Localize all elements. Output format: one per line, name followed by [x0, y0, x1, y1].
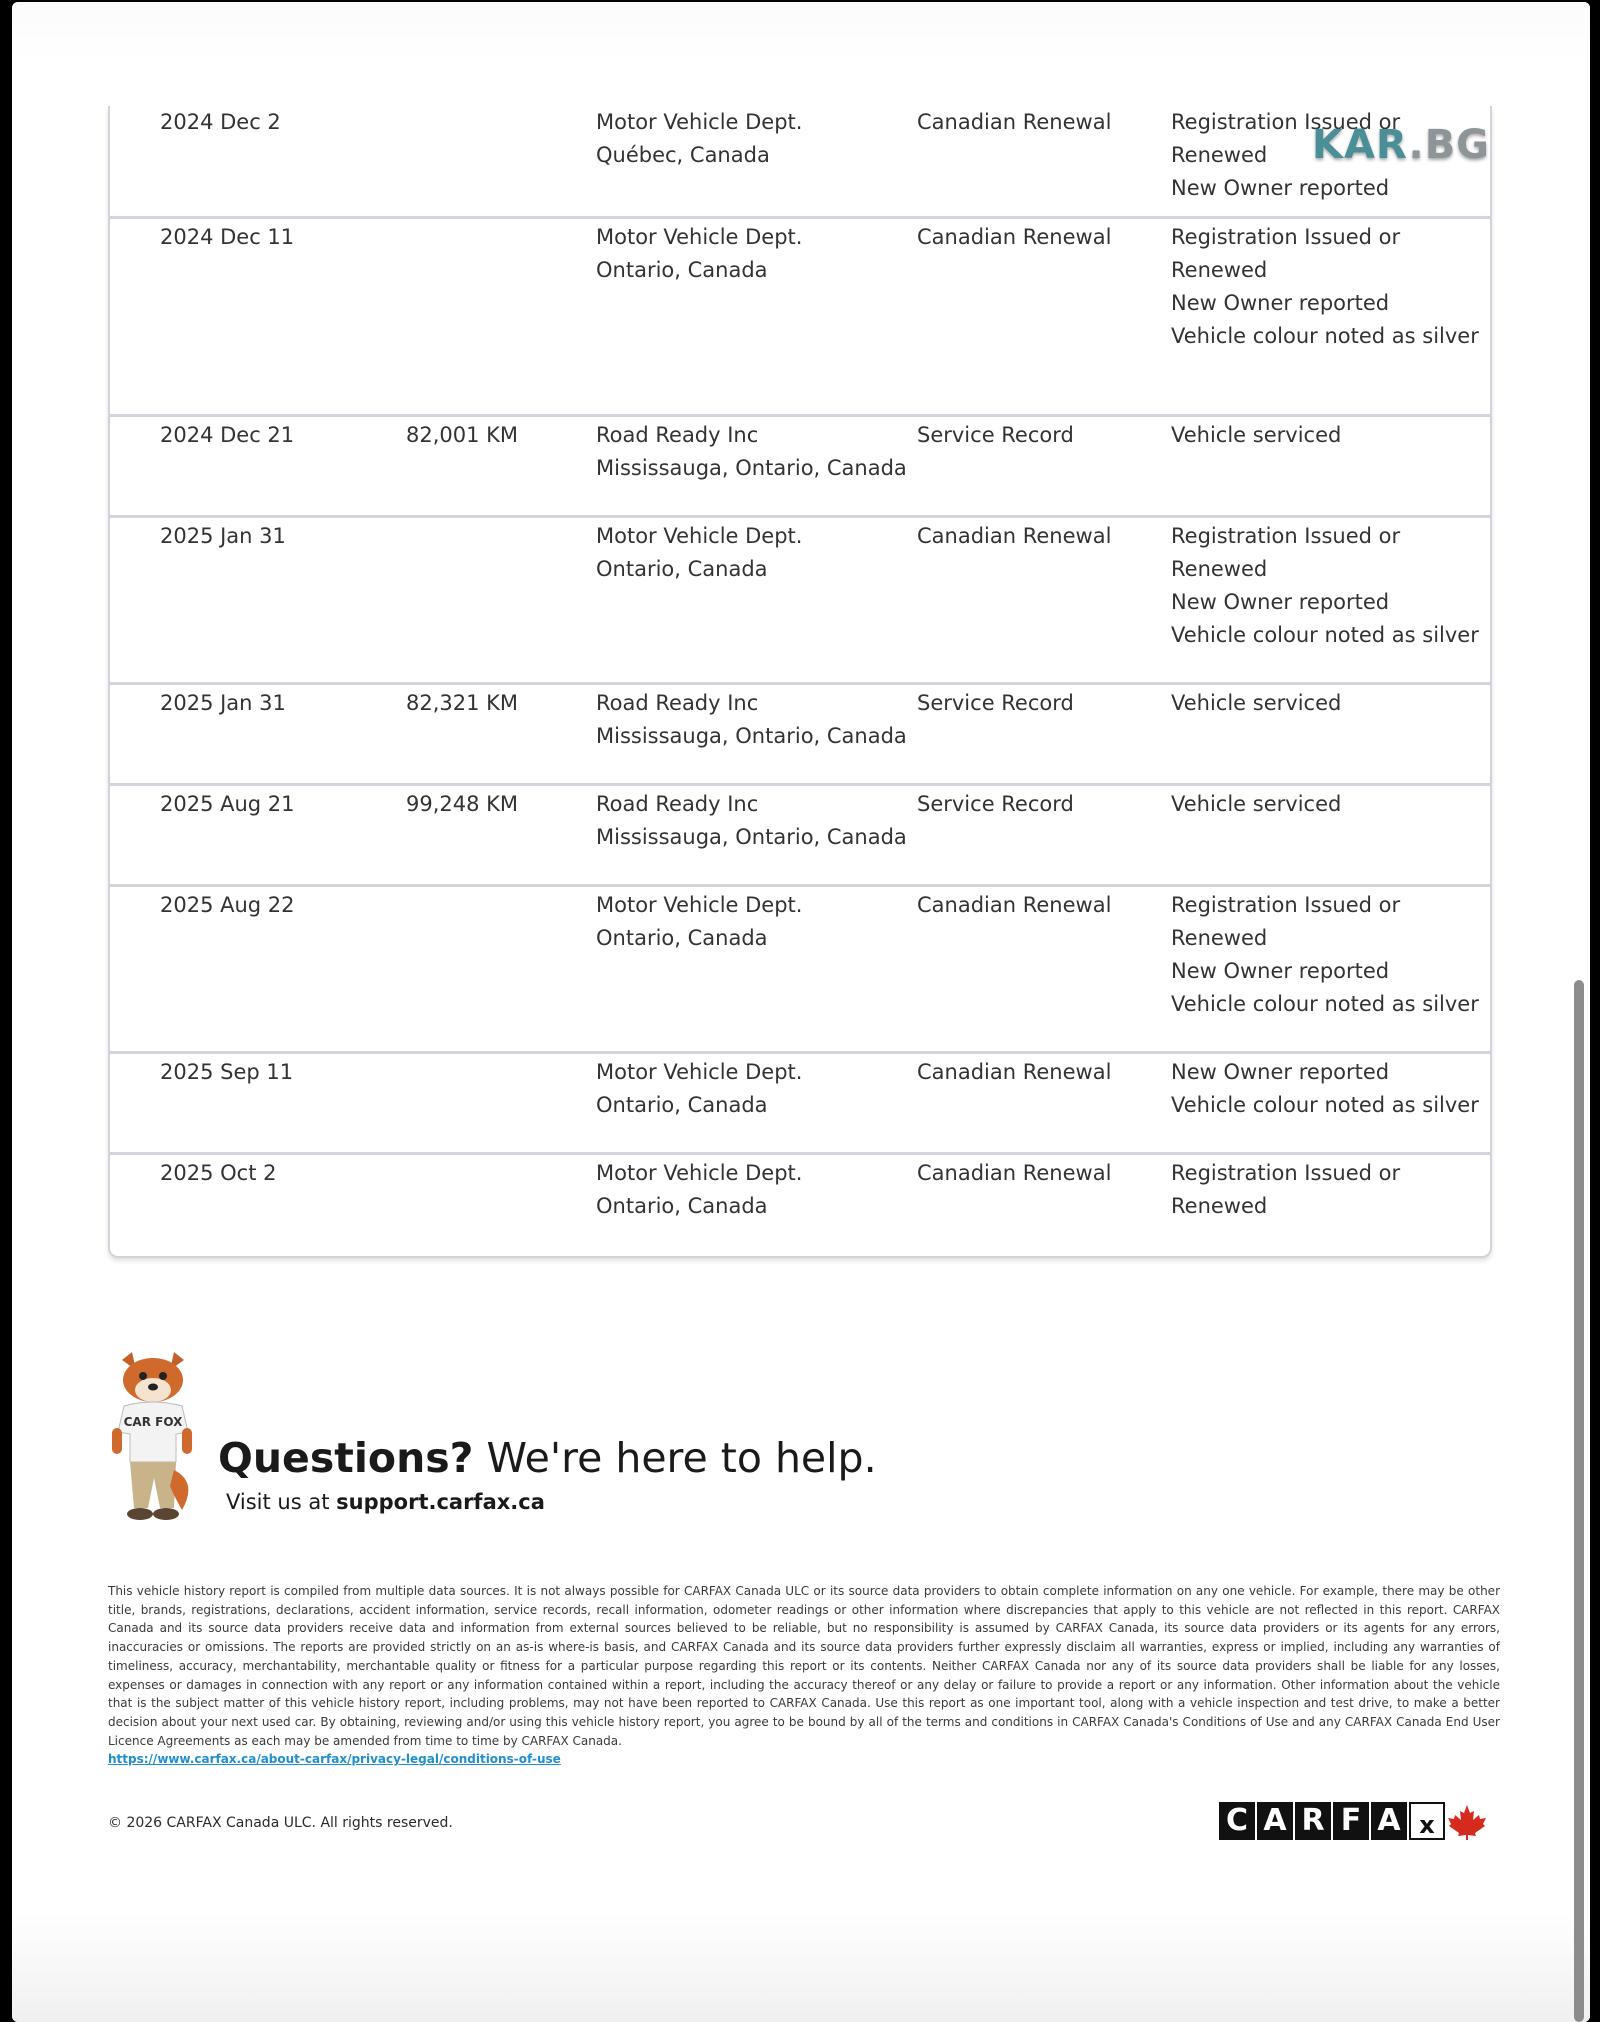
details-cell-line: Vehicle serviced	[1171, 691, 1342, 715]
details-cell	[1171, 419, 1341, 452]
details-cell-line: Renewed	[1171, 926, 1268, 950]
record-type-cell-line: Service Record	[917, 691, 1074, 715]
details-cell-line: Vehicle colour noted as silver	[1171, 324, 1479, 348]
date-cell	[160, 889, 295, 922]
date-cell-line: 2024 Dec 11	[160, 225, 295, 249]
watermark	[1312, 122, 1490, 168]
details-cell-line: Vehicle serviced	[1171, 792, 1342, 816]
details-cell-line: Registration Issued or	[1171, 893, 1401, 917]
date-cell-line: 2024 Dec 21	[160, 423, 295, 447]
source-cell-line: Motor Vehicle Dept.	[596, 110, 803, 134]
help-title-rest: We're here to help.	[473, 1434, 877, 1482]
source-cell-line: Québec, Canada	[596, 143, 770, 167]
help-title-bold: Questions?	[218, 1434, 474, 1482]
record-type-cell	[917, 419, 1074, 452]
bottom-shade	[12, 1912, 1590, 2022]
disclaimer-text: This vehicle history report is compiled from multiple data sources. It is not always possible for CARFAX Canada ULC or its source data providers to obtain complete information on any one vehicle. For example, there may be other title, brands, registrations, declarations, accident information, service records, recall information, odometer readings or other information where discrepancies that apply to this vehicle are not reflected in this report. CARFAX Canada and its source data providers receive data and information from external sources believed to be reliable, but no responsibility is assumed by CARFAX Canada, its source data providers or its agents for any errors, inaccuracies or omissions. The reports are provided strictly on an as-is where-is basis, and CARFAX Canada and its source data providers further expressly disclaim all warranties, express or implied, including any warranties of timeliness, accuracy, merchantability, merchantable quality or fitness for a particular purpose regarding this report or its contents. Neither CARFAX Canada nor any of its source data providers shall be liable for any losses, expenses or damages in connection with any report or any information contained within a report, including the accuracy thereof or any delay or failure to provide a report or any information. Other information about the vehicle that is the subject matter of this vehicle history report, including problems, may not have been reported to CARFAX Canada. Use this report as one important tool, along with a vehicle inspection and test drive, to make a better decision about your next used car. By obtaining, reviewing and/or using this vehicle history report, you agree to be bound by all of the terms and conditions in CARFAX Canada's Conditions of Use and any CARFAX Canada End User Licence Agreements as each may be amended from time to time by CARFAX Canada.	[108, 1584, 1500, 1748]
logo-letter: A	[1257, 1802, 1293, 1840]
record-type-cell	[917, 788, 1074, 821]
mascot-shirt-text: CAR FOX	[123, 1415, 183, 1429]
source-cell-line: Motor Vehicle Dept.	[596, 1060, 803, 1084]
source-cell	[596, 687, 907, 753]
details-cell-line: Vehicle colour noted as silver	[1171, 992, 1479, 1016]
date-cell	[160, 788, 295, 821]
date-cell	[160, 221, 294, 254]
record-type-cell-line: Canadian Renewal	[917, 524, 1112, 548]
source-cell-line: Road Ready Inc	[596, 691, 759, 715]
watermark-part2: .BG	[1408, 122, 1491, 168]
details-cell-line: New Owner reported	[1171, 959, 1390, 983]
details-cell	[1171, 1056, 1479, 1122]
source-cell-line: Road Ready Inc	[596, 792, 759, 816]
record-type-cell	[917, 1157, 1111, 1190]
record-type-cell	[917, 520, 1111, 553]
table-row	[110, 518, 1490, 685]
report-page	[12, 2, 1590, 2022]
date-cell	[160, 419, 294, 452]
date-cell	[160, 687, 286, 720]
copyright: © 2026 CARFAX Canada ULC. All rights reserved.	[108, 1815, 453, 1831]
source-cell-line: Motor Vehicle Dept.	[596, 1161, 803, 1185]
table-row	[110, 1155, 1490, 1256]
source-cell	[596, 788, 907, 854]
details-cell-line: Registration Issued or	[1171, 225, 1401, 249]
details-cell-line: Registration Issued or	[1171, 1161, 1401, 1185]
table-row	[110, 1054, 1490, 1155]
details-cell-line: Vehicle serviced	[1171, 423, 1342, 447]
date-cell-line: 2025 Aug 21	[160, 792, 295, 816]
table-row	[110, 786, 1490, 887]
record-type-cell	[917, 687, 1074, 720]
record-type-cell-line: Canadian Renewal	[917, 110, 1112, 134]
source-cell-line: Ontario, Canada	[596, 1093, 768, 1117]
source-cell-line: Motor Vehicle Dept.	[596, 524, 803, 548]
details-cell	[1171, 788, 1341, 821]
record-type-cell	[917, 221, 1111, 254]
date-cell-line: 2025 Oct 2	[160, 1161, 277, 1185]
details-cell-line: New Owner reported	[1171, 176, 1390, 200]
record-type-cell-line: Canadian Renewal	[917, 225, 1112, 249]
help-section	[108, 1350, 1108, 1530]
support-link[interactable]: support.carfax.ca	[336, 1490, 545, 1514]
table-row	[110, 219, 1490, 417]
record-type-cell-line: Canadian Renewal	[917, 893, 1112, 917]
source-cell-line: Mississauga, Ontario, Canada	[596, 724, 907, 748]
help-visit	[226, 1490, 545, 1514]
source-cell	[596, 106, 802, 172]
source-cell-line: Motor Vehicle Dept.	[596, 893, 803, 917]
help-title	[218, 1434, 877, 1482]
details-cell-line: Renewed	[1171, 143, 1268, 167]
date-cell-line: 2025 Jan 31	[160, 524, 286, 548]
details-cell	[1171, 221, 1479, 353]
logo-letter: C	[1219, 1802, 1255, 1840]
details-cell-line: New Owner reported	[1171, 590, 1390, 614]
date-cell-line: 2024 Dec 2	[160, 110, 281, 134]
source-cell-line: Road Ready Inc	[596, 423, 759, 447]
details-cell	[1171, 687, 1341, 720]
source-cell	[596, 221, 802, 287]
conditions-of-use-link[interactable]: https://www.carfax.ca/about-carfax/privacy-legal/conditions-of-use	[108, 1752, 561, 1767]
source-cell-line: Motor Vehicle Dept.	[596, 225, 803, 249]
details-cell-line: Renewed	[1171, 1194, 1268, 1218]
date-cell	[160, 1056, 293, 1089]
visit-prefix: Visit us at	[226, 1490, 337, 1514]
date-cell-line: 2025 Sep 11	[160, 1060, 294, 1084]
top-shade	[12, 2, 1590, 60]
record-type-cell-line: Service Record	[917, 792, 1074, 816]
logo-letter: F	[1333, 1802, 1369, 1840]
details-cell-line: New Owner reported	[1171, 291, 1390, 315]
logo-letter: R	[1295, 1802, 1331, 1840]
date-cell	[160, 1157, 276, 1190]
details-cell	[1171, 1157, 1400, 1223]
details-cell-line: Renewed	[1171, 557, 1268, 581]
record-type-cell-line: Canadian Renewal	[917, 1060, 1112, 1084]
details-cell-line: Renewed	[1171, 258, 1268, 282]
details-cell	[1171, 520, 1479, 652]
record-type-cell	[917, 889, 1111, 922]
table-row	[110, 887, 1490, 1054]
odometer-cell	[406, 419, 518, 452]
source-cell	[596, 889, 802, 955]
odometer-cell	[406, 788, 518, 821]
disclaimer	[108, 1582, 1500, 1769]
carfax-logo	[1219, 1802, 1487, 1846]
source-cell-line: Ontario, Canada	[596, 557, 768, 581]
odometer-cell-line: 82,321 KM	[406, 691, 519, 715]
record-type-cell-line: Canadian Renewal	[917, 1161, 1112, 1185]
table-row	[110, 104, 1490, 219]
details-cell-line: New Owner reported	[1171, 1060, 1390, 1084]
logo-letter: A	[1371, 1802, 1407, 1840]
record-type-cell	[917, 106, 1111, 139]
date-cell	[160, 520, 286, 553]
date-cell-line: 2025 Jan 31	[160, 691, 286, 715]
odometer-cell	[406, 687, 518, 720]
table-row	[110, 685, 1490, 786]
odometer-cell-line: 99,248 KM	[406, 792, 519, 816]
details-cell-line: Registration Issued or	[1171, 524, 1401, 548]
source-cell	[596, 1157, 802, 1223]
history-table	[108, 106, 1492, 1258]
source-cell-line: Mississauga, Ontario, Canada	[596, 825, 907, 849]
record-type-cell-line: Service Record	[917, 423, 1074, 447]
scrollbar[interactable]	[1574, 980, 1584, 2022]
source-cell	[596, 1056, 802, 1122]
watermark-part1: KAR	[1312, 122, 1409, 168]
source-cell	[596, 520, 802, 586]
date-cell	[160, 106, 281, 139]
fox-mascot-icon	[108, 1350, 196, 1525]
source-cell	[596, 419, 907, 485]
maple-leaf-icon	[1447, 1804, 1487, 1840]
details-cell-line: Vehicle colour noted as silver	[1171, 1093, 1479, 1117]
record-type-cell	[917, 1056, 1111, 1089]
details-cell-line: Vehicle colour noted as silver	[1171, 623, 1479, 647]
details-cell-line: Registration Issued or	[1171, 110, 1401, 134]
odometer-cell-line: 82,001 KM	[406, 423, 519, 447]
source-cell-line: Ontario, Canada	[596, 1194, 768, 1218]
details-cell	[1171, 889, 1479, 1021]
source-cell-line: Ontario, Canada	[596, 926, 768, 950]
source-cell-line: Ontario, Canada	[596, 258, 768, 282]
logo-x: x	[1409, 1802, 1445, 1840]
source-cell-line: Mississauga, Ontario, Canada	[596, 456, 907, 480]
table-row	[110, 417, 1490, 518]
date-cell-line: 2025 Aug 22	[160, 893, 295, 917]
